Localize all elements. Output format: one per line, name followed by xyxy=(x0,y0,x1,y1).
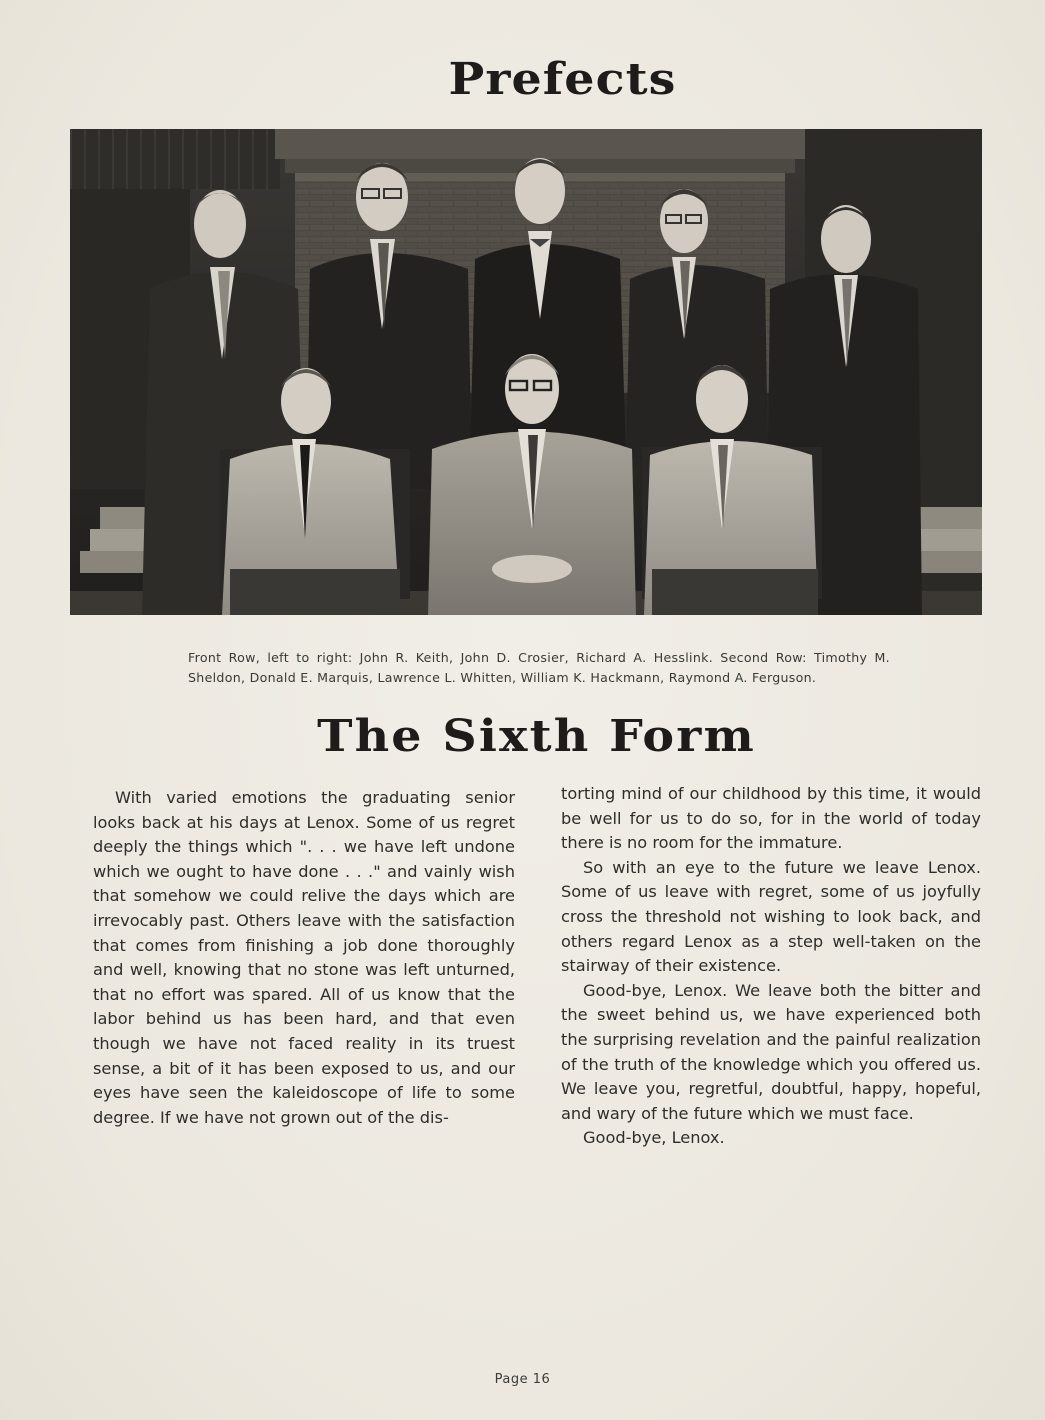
body-column-left xyxy=(93,786,515,1130)
prefects-heading: Prefects xyxy=(448,54,677,105)
prefects-group-photo xyxy=(70,129,982,615)
page-number: Page 16 xyxy=(494,1372,551,1387)
photo-illustration xyxy=(70,129,982,615)
right-paragraph-2: So with an eye to the future we leave Lenox. Some of us leave with regret, some of us joyfully cross the threshold not wishing to look back, and others regard Lenox as a step well-taken on the stairway of their existence. xyxy=(561,857,981,976)
sixth-form-heading: The Sixth Form xyxy=(317,711,756,762)
body-column-right xyxy=(561,782,981,1151)
right-paragraph-3: Good-bye, Lenox. We leave both the bitter and the sweet behind us, we have experienced both the surprising revelation and the painful realization of the truth of the knowledge which you offered us. We leave you, regretful, doubtful, happy, hopeful, and wary of the future which we must face. xyxy=(561,980,981,1123)
left-paragraph-1: With varied emotions the graduating senior looks back at his days at Lenox. Some of us regret deeply the things which ". . . we have left undone which we ought to have done . . ." and vainly wish that somehow we could relive the days which are irrevocably past. Others leave with the satisfaction that comes from finishing a job done thoroughly and well, knowing that no stone was left unturned, that no effort was spared. All of us know that the labor behind us has been hard, and that even though we have not faced reality in its truest sense, a bit of it has been exposed to us, and our eyes have seen the kaleidoscope of life to some degree. If we have not grown out of the dis- xyxy=(93,788,515,1127)
right-paragraph-4: Good-bye, Lenox. xyxy=(583,1128,725,1148)
right-paragraph-1: torting mind of our childhood by this time, it would be well for us to do so, for in the world of today there is no room for the immature. xyxy=(561,784,981,853)
photo-caption: Front Row, left to right: John R. Keith, John D. Crosier, Richard A. Hesslink. Second Row: Timothy M. Sheldon, Donald E. Marquis, Lawrence L. Whitten, William K. Hackmann, Raymond A. Ferguson. xyxy=(188,650,890,685)
